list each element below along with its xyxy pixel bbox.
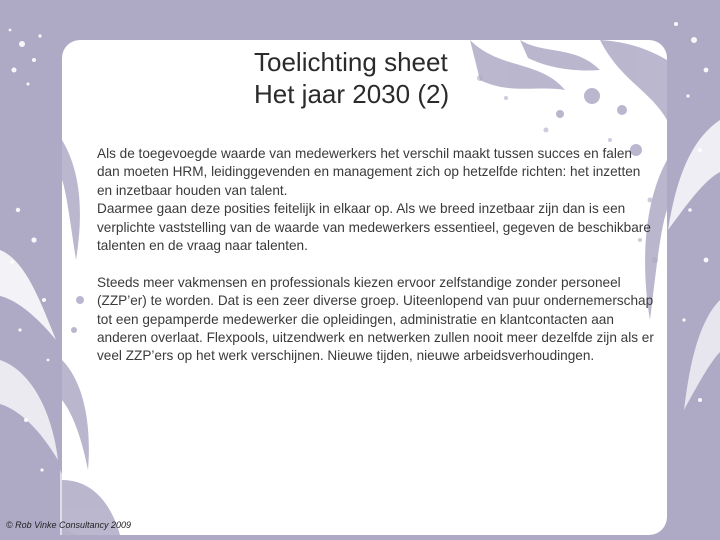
title-line-2: Het jaar 2030 (2) xyxy=(254,79,450,109)
paragraph-1-part-1: Als de toegevoegde waarde van medewerkers het verschil maakt tussen succes en falen dan moeten HRM, leidinggevenden en management zich op hetzelfde richten: het inzetten en inzetbaar houden van talent. xyxy=(97,146,641,198)
body-text xyxy=(97,145,657,384)
title-line-1: Toelichting sheet xyxy=(254,47,448,77)
paragraph-1 xyxy=(97,145,657,255)
slide-title xyxy=(254,46,494,110)
paragraph-1-part-2: Daarmee gaan deze posities feitelijk in elkaar op. Als we breed inzetbaar zijn dan is een verplichte vaststelling van de waarde van medewerkers essentieel, gegeven de beschikbare talenten en de vraag naar talenten. xyxy=(97,201,651,254)
copyright-footer: © Rob Vinke Consultancy 2009 xyxy=(6,520,132,530)
paragraph-2: Steeds meer vakmensen en professionals kiezen ervoor zelfstandige zonder personeel (ZZP’er) te worden. Dat is een zeer diverse groep. Uiteenlopend van puur ondernemerschap tot een gepamperde medewerker die opleidingen, administratie en klantcontacten aan anderen overlaat. Flexpools, uitzendwerk en netwerken zullen nooit meer dezelfde zijn als er veel ZZP’ers op het werk verschijnen. Nieuwe tijden, nieuwe arbeidsverhoudingen. xyxy=(97,274,654,364)
